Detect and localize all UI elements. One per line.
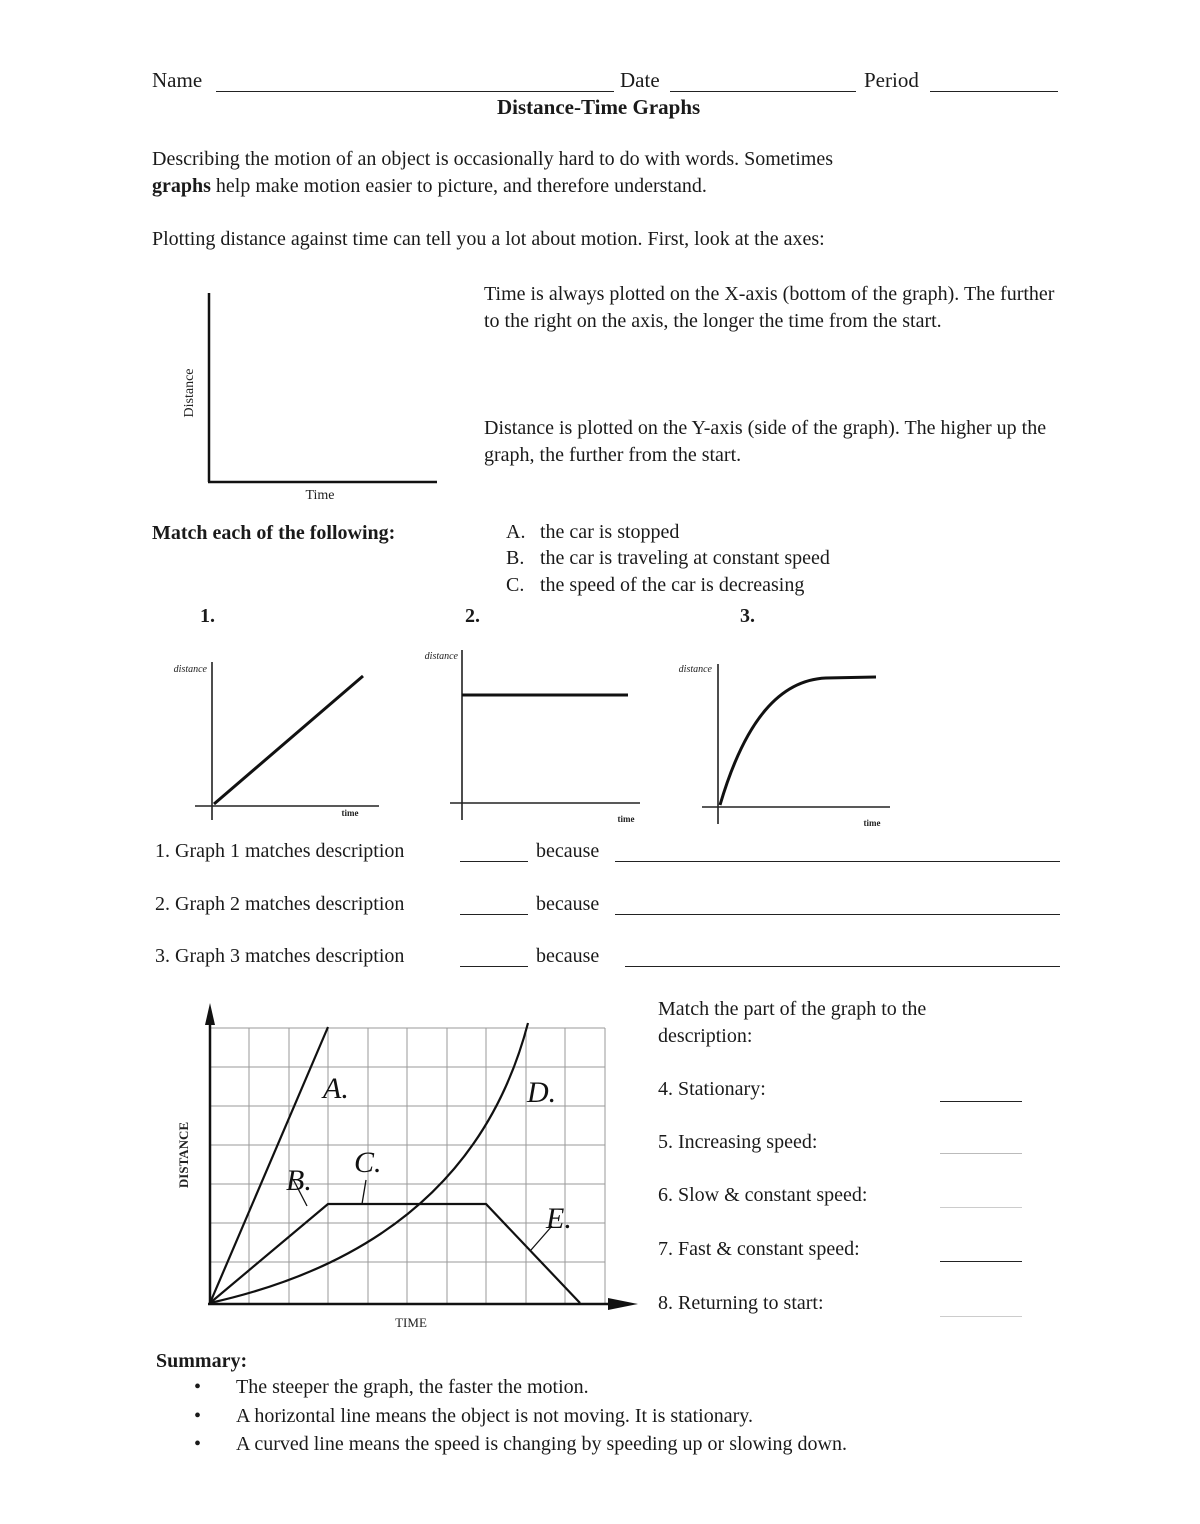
intro-line-2	[152, 175, 707, 198]
option-c-letter: C.	[506, 574, 525, 596]
period-blank[interactable]	[930, 91, 1058, 92]
time-axis-description: Time is always plotted on the X-axis (bottom of the graph). The further to the right on the axis, the longer the time from the start.	[484, 283, 1055, 332]
big-graph-y-arrow	[205, 1003, 215, 1025]
page-title: Distance-Time Graphs	[497, 95, 701, 119]
mini-graph-1-line	[214, 676, 363, 804]
question-3-answer-blank[interactable]	[460, 966, 528, 967]
big-graph-x-arrow	[608, 1298, 638, 1310]
distance-axis-description: Distance is plotted on the Y-axis (side of the graph). The higher up the graph, the further from the start.	[484, 417, 1047, 466]
intro-line-2-rest: help make motion easier to picture, and therefore understand.	[210, 175, 707, 197]
question-2-because: because	[536, 893, 600, 915]
mini-graph-1-x-label: time	[341, 808, 359, 818]
question-3-text: 3. Graph 3 matches description	[155, 945, 405, 967]
mini-graph-3-y-label: distance	[678, 664, 712, 675]
part-match-intro-1: Match the part of the graph to the	[658, 998, 927, 1020]
bullet-dot: •	[194, 1405, 202, 1427]
bullet-dot: •	[194, 1376, 202, 1398]
mini-graph-3-curve	[720, 677, 876, 805]
big-graph-x-label: TIME	[395, 1315, 427, 1330]
part-item-4: 4. Stationary:	[658, 1078, 766, 1100]
summary-bullet-3-text: A curved line means the speed is changing by speeding up or slowing down.	[236, 1433, 847, 1455]
question-1-answer-blank[interactable]	[460, 861, 528, 862]
question-2-answer-blank[interactable]	[460, 914, 528, 915]
mini-graph-3	[650, 640, 890, 830]
axes-y-label: Distance	[182, 368, 197, 418]
option-c	[506, 574, 804, 597]
question-2-reason-blank[interactable]	[615, 914, 1060, 915]
name-label: Name	[152, 68, 203, 92]
part-item-8-blank[interactable]	[940, 1316, 1022, 1317]
option-a-text: the car is stopped	[540, 521, 680, 543]
part-item-7: 7. Fast & constant speed:	[658, 1238, 860, 1260]
option-b	[506, 547, 830, 570]
segment-label-b: B.	[286, 1164, 312, 1197]
mini-graph-2-y-label: distance	[424, 651, 458, 662]
question-1-text: 1. Graph 1 matches description	[155, 840, 405, 862]
summary-bullet-2-text: A horizontal line means the object is not moving. It is stationary.	[236, 1405, 753, 1427]
segment-label-e: E.	[546, 1202, 572, 1235]
graph-number-2: 2.	[465, 605, 480, 627]
option-b-text: the car is traveling at constant speed	[540, 547, 830, 569]
part-match-intro-2: description:	[658, 1025, 753, 1047]
summary-bullet-3	[194, 1433, 847, 1456]
mini-graph-3-x-label: time	[863, 818, 881, 828]
part-item-5-blank[interactable]	[940, 1153, 1022, 1154]
graph-number-1: 1.	[200, 605, 215, 627]
option-b-letter: B.	[506, 547, 525, 569]
part-item-6-blank[interactable]	[940, 1207, 1022, 1208]
intro-bold-word: graphs	[152, 175, 211, 197]
graph-number-3: 3.	[740, 605, 755, 627]
question-1-because: because	[536, 840, 600, 862]
summary-bullet-1	[194, 1376, 589, 1399]
option-a-letter: A.	[506, 521, 526, 543]
segment-label-d: D.	[527, 1076, 557, 1109]
summary-bullet-2	[194, 1405, 753, 1428]
intro-line-1: Describing the motion of an object is occasionally hard to do with words. Sometimes	[152, 148, 833, 170]
date-blank[interactable]	[670, 91, 856, 92]
part-item-6: 6. Slow & constant speed:	[658, 1184, 868, 1206]
mini-graph-2-x-label: time	[617, 814, 635, 824]
part-item-4-blank[interactable]	[940, 1101, 1022, 1102]
mini-graph-1-y-label: distance	[173, 664, 207, 675]
option-a	[506, 521, 679, 544]
date-label: Date	[620, 68, 660, 92]
part-item-7-blank[interactable]	[940, 1261, 1022, 1262]
part-item-8: 8. Returning to start:	[658, 1292, 824, 1314]
mini-graph-1	[145, 640, 385, 830]
option-c-text: the speed of the car is decreasing	[540, 574, 805, 596]
mini-graph-2	[400, 640, 640, 830]
axes-figure	[160, 285, 460, 515]
intro-line-3: Plotting distance against time can tell you a lot about motion. First, look at the axes:	[152, 228, 825, 250]
name-blank[interactable]	[216, 91, 614, 92]
question-2-text: 2. Graph 2 matches description	[155, 893, 405, 915]
question-1-reason-blank[interactable]	[615, 861, 1060, 862]
segment-label-c: C.	[354, 1146, 382, 1179]
big-graph	[160, 995, 640, 1340]
segment-label-a: A.	[323, 1072, 349, 1105]
question-3-because: because	[536, 945, 600, 967]
question-3-reason-blank[interactable]	[625, 966, 1060, 967]
bullet-dot: •	[194, 1433, 202, 1455]
axes-x-label: Time	[305, 488, 335, 503]
summary-bullet-1-text: The steeper the graph, the faster the motion.	[236, 1376, 589, 1398]
big-graph-y-label: DISTANCE	[176, 1121, 191, 1189]
part-item-5: 5. Increasing speed:	[658, 1131, 818, 1153]
period-label: Period	[864, 68, 919, 92]
match-heading: Match each of the following:	[152, 522, 396, 544]
summary-heading: Summary:	[156, 1350, 248, 1372]
